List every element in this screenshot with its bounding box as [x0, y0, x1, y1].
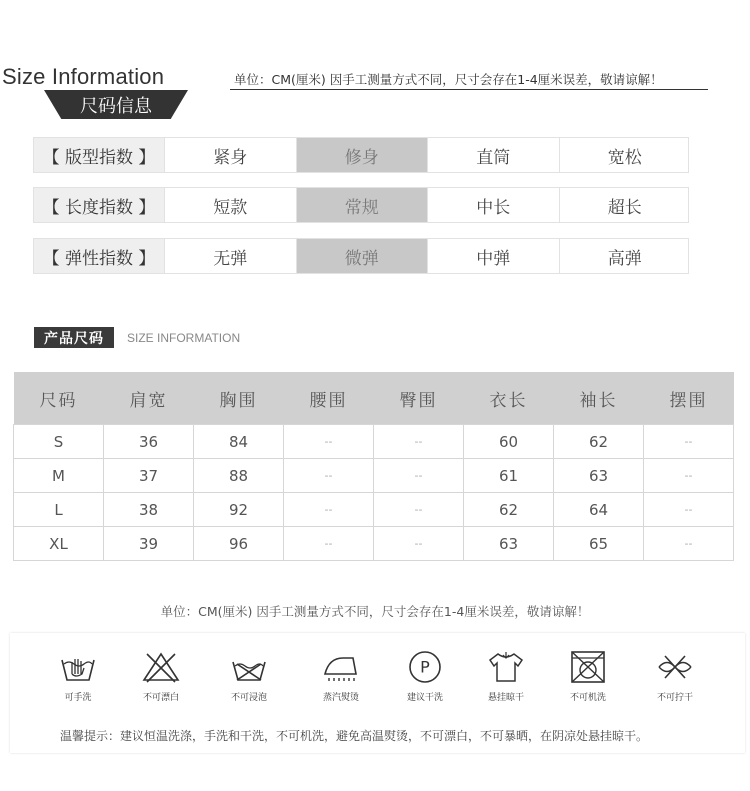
dry-clean-icon — [405, 650, 445, 684]
care-item-no-bleach — [125, 650, 197, 703]
cell-chest: 92 — [194, 493, 284, 527]
title-cn: 尺码信息 — [80, 96, 152, 117]
care-label: 蒸汽熨烫 — [322, 693, 359, 703]
header-hip: 臀围 — [374, 372, 464, 425]
fit-option-straight: 直筒 — [427, 138, 559, 172]
cell-waist: -- — [284, 425, 374, 459]
length-option-regular-selected: 常规 — [296, 188, 428, 222]
fit-index-label: 【 版型指数 】 — [34, 138, 164, 172]
header-length: 衣长 — [464, 372, 554, 425]
cell-hip: -- — [374, 425, 464, 459]
cell-shoulder: 37 — [104, 459, 194, 493]
stretch-option-none: 无弹 — [164, 239, 296, 273]
dry-clean-symbol: P — [420, 657, 430, 677]
length-option-short: 短款 — [164, 188, 296, 222]
cell-sleeve: 62 — [554, 425, 644, 459]
no-machine-wash-icon — [568, 650, 608, 684]
cell-hip: -- — [374, 459, 464, 493]
cell-sleeve: 65 — [554, 527, 644, 561]
title-en: Size Information — [2, 64, 165, 89]
cell-hem: -- — [644, 527, 734, 561]
no-bleach-icon — [141, 650, 181, 684]
table-row — [14, 459, 734, 493]
care-item-no-machine-wash — [552, 650, 624, 703]
header-sleeve: 袖长 — [554, 372, 644, 425]
cell-waist: -- — [284, 493, 374, 527]
cell-length: 61 — [464, 459, 554, 493]
cell-shoulder: 36 — [104, 425, 194, 459]
hand-wash-icon — [58, 650, 98, 684]
fit-index-row — [33, 137, 689, 173]
table-row — [14, 527, 734, 561]
cell-waist: -- — [284, 459, 374, 493]
cell-waist: -- — [284, 527, 374, 561]
stretch-option-medium: 中弹 — [427, 239, 559, 273]
cell-chest: 88 — [194, 459, 284, 493]
cell-length: 62 — [464, 493, 554, 527]
cell-chest: 84 — [194, 425, 284, 459]
no-wring-icon — [655, 650, 695, 684]
cell-hip: -- — [374, 493, 464, 527]
care-tip: 温馨提示：建议恒温洗涤，手洗和干洗，不可机洗，避免高温熨烫，不可漂白，不可暴晒，在阴凉处悬挂晾干。 — [60, 729, 649, 743]
header-waist: 腰围 — [284, 372, 374, 425]
header-chest: 胸围 — [194, 372, 284, 425]
fit-option-tight: 紧身 — [164, 138, 296, 172]
care-item-hang-dry — [470, 650, 542, 703]
header-divider — [230, 89, 708, 90]
stretch-index-row — [33, 238, 689, 274]
cell-hem: -- — [644, 493, 734, 527]
care-label: 悬挂晾干 — [487, 693, 524, 703]
cell-hip: -- — [374, 527, 464, 561]
unit-note-mid: 单位：CM(厘米) 因手工测量方式不同，尺寸会存在1-4厘米误差，敬请谅解！ — [160, 604, 590, 619]
hang-dry-icon — [486, 650, 526, 684]
unit-note-top: 单位：CM(厘米) 因手工测量方式不同，尺寸会存在1-4厘米误差，敬请谅解！ — [234, 72, 663, 87]
cell-sleeve: 64 — [554, 493, 644, 527]
steam-iron-icon — [321, 650, 361, 684]
size-table-header — [14, 372, 734, 425]
no-soak-icon — [229, 650, 269, 684]
length-index-label: 【 长度指数 】 — [34, 188, 164, 222]
cell-length: 63 — [464, 527, 554, 561]
care-item-dry-clean — [389, 650, 461, 703]
length-index-row — [33, 187, 689, 223]
care-label: 建议干洗 — [406, 693, 443, 703]
cell-length: 60 — [464, 425, 554, 459]
care-item-steam-iron — [305, 650, 377, 703]
care-label: 不可浸泡 — [230, 693, 267, 703]
fit-option-slim-selected: 修身 — [296, 138, 428, 172]
cell-size: M — [14, 459, 104, 493]
cell-size: S — [14, 425, 104, 459]
header-shoulder: 肩宽 — [104, 372, 194, 425]
cell-size: XL — [14, 527, 104, 561]
length-option-long: 超长 — [559, 188, 691, 222]
care-label: 不可机洗 — [569, 693, 606, 703]
care-label: 不可拧干 — [656, 693, 693, 703]
care-label: 可手洗 — [64, 693, 92, 703]
product-size-subtitle: SIZE INFORMATION — [127, 331, 241, 345]
header-hem: 摆围 — [644, 372, 734, 425]
care-label: 不可漂白 — [142, 693, 179, 703]
care-item-no-wring — [639, 650, 711, 703]
stretch-index-label: 【 弹性指数 】 — [34, 239, 164, 273]
care-item-no-soak — [213, 650, 285, 703]
size-table — [13, 372, 734, 561]
cell-shoulder: 38 — [104, 493, 194, 527]
header-size: 尺码 — [14, 372, 104, 425]
length-option-mid: 中长 — [427, 188, 559, 222]
cell-size: L — [14, 493, 104, 527]
cell-shoulder: 39 — [104, 527, 194, 561]
cell-chest: 96 — [194, 527, 284, 561]
fit-option-loose: 宽松 — [559, 138, 691, 172]
product-size-tag: 产品尺码 — [34, 327, 114, 348]
cell-hem: -- — [644, 459, 734, 493]
care-item-hand-wash — [42, 650, 114, 703]
table-row — [14, 493, 734, 527]
cell-sleeve: 63 — [554, 459, 644, 493]
stretch-option-slight-selected: 微弹 — [296, 239, 428, 273]
stretch-option-high: 高弹 — [559, 239, 691, 273]
table-row — [14, 425, 734, 459]
cell-hem: -- — [644, 425, 734, 459]
